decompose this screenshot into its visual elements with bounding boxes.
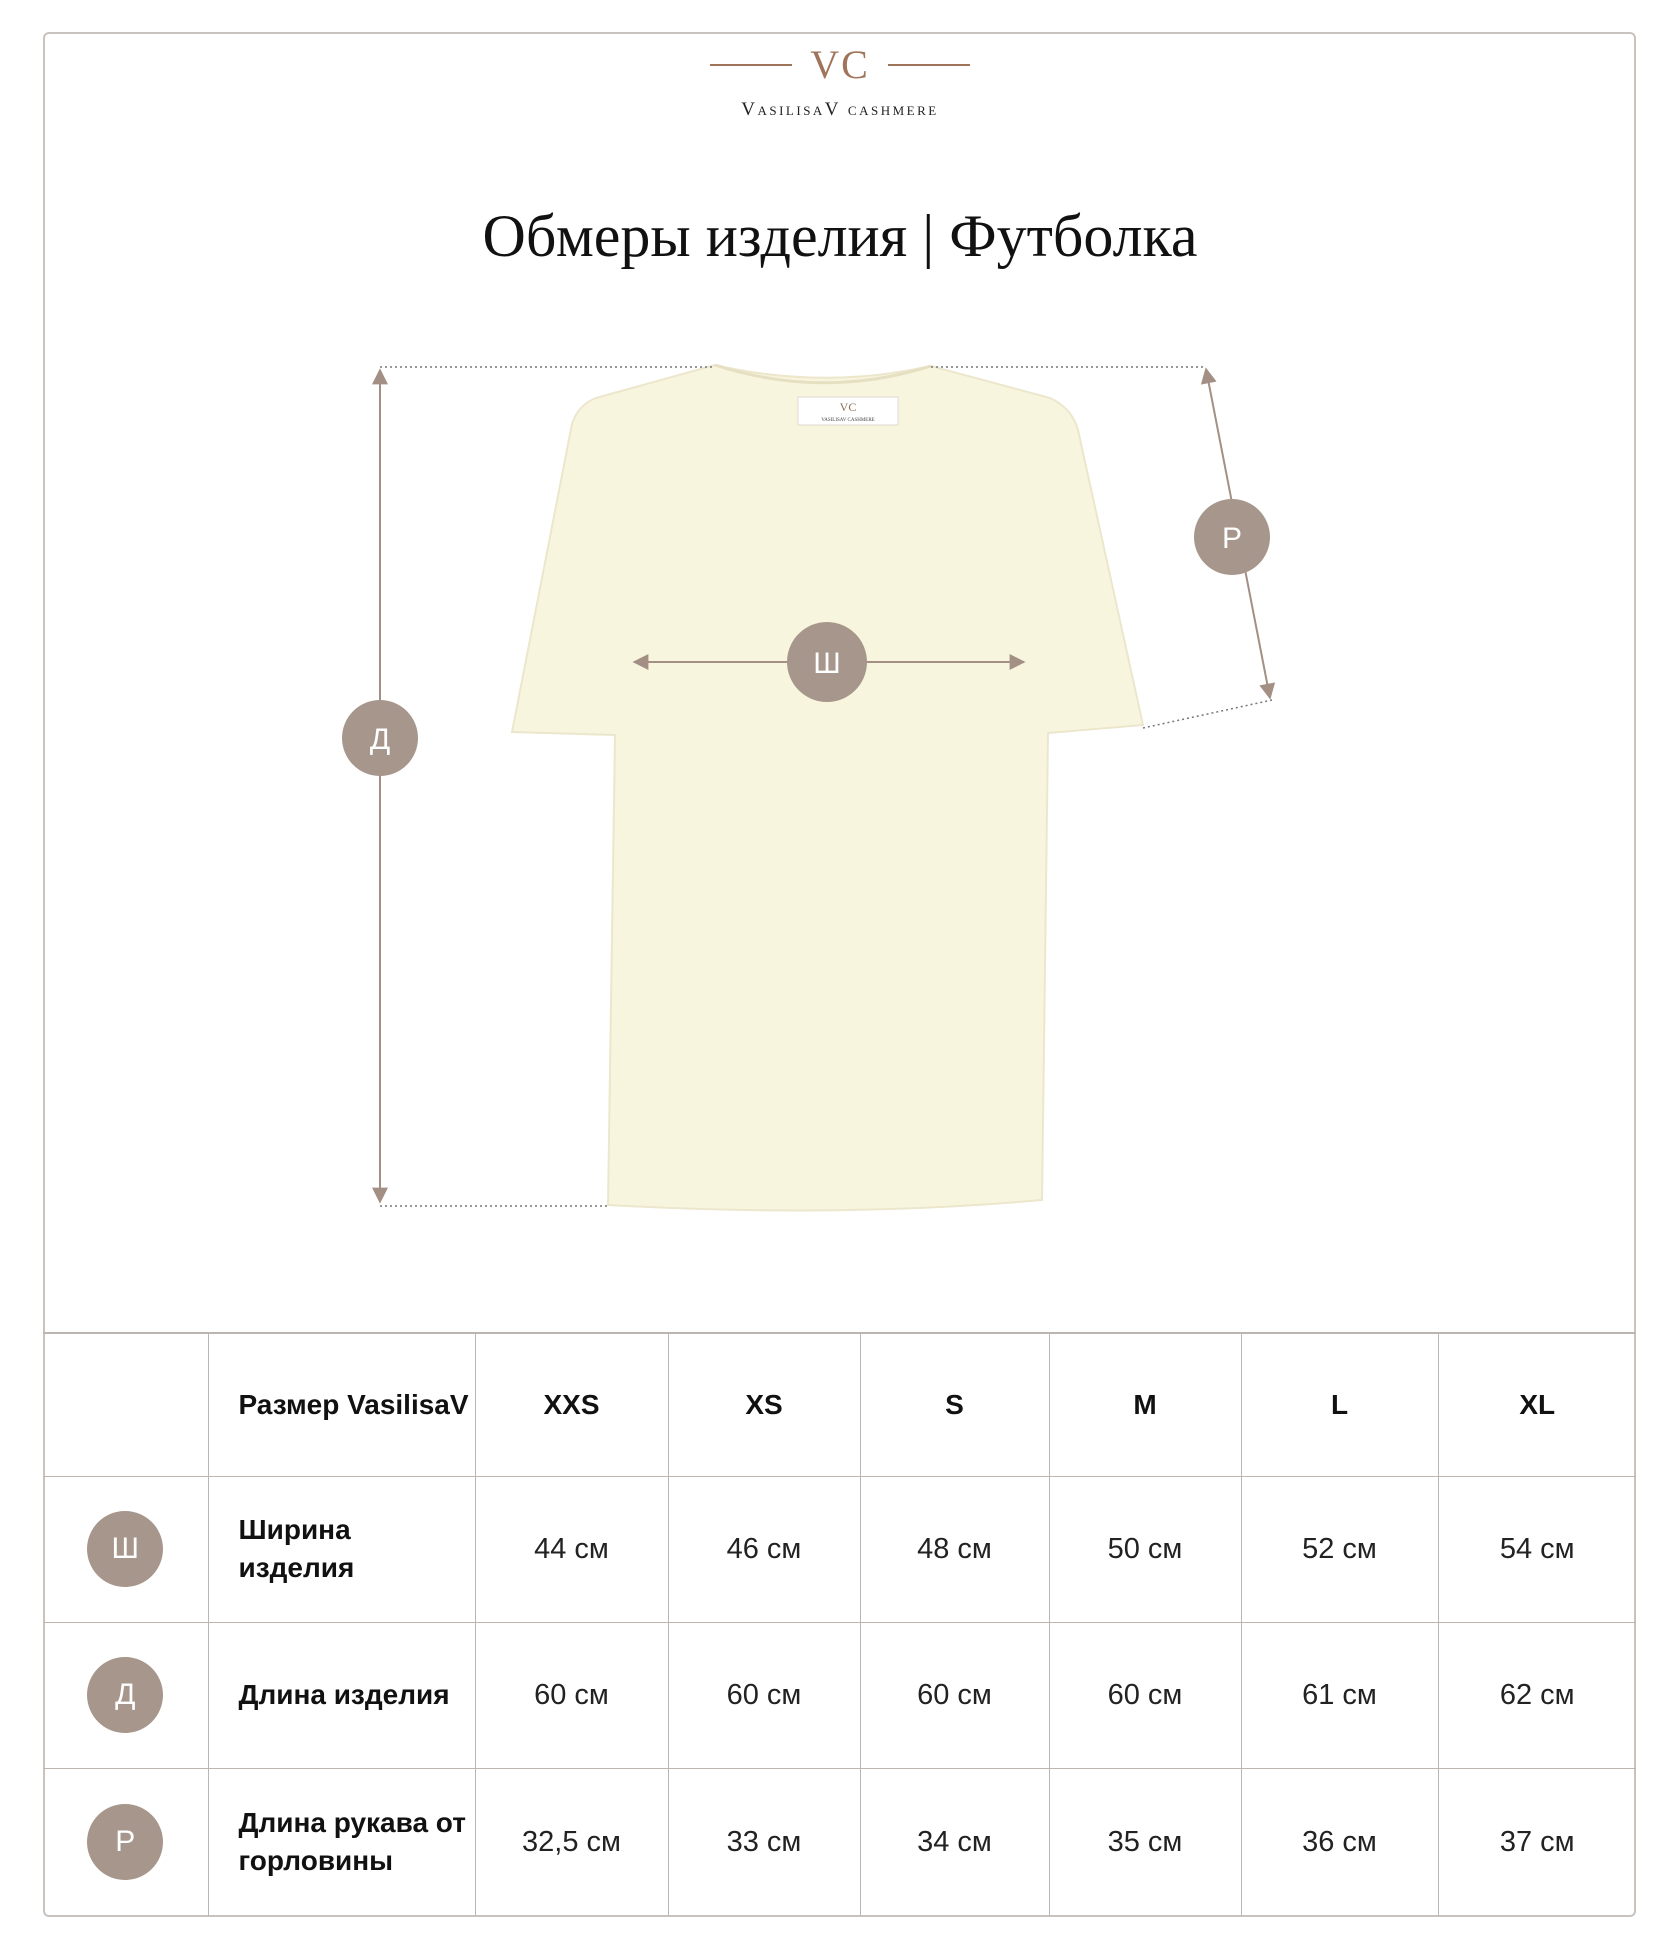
table-cell: 46 см	[668, 1476, 860, 1622]
page-title: Обмеры изделия | Футболка	[482, 203, 1198, 269]
logo-line-left	[710, 64, 792, 66]
logo-monogram: VC	[810, 42, 870, 87]
row-label-width: Ширина изделия	[208, 1476, 475, 1622]
brand-logo	[0, 42, 1680, 121]
table-cell: 60 см	[860, 1622, 1049, 1768]
size-l: L	[1241, 1333, 1438, 1476]
sleeve-badge: Р	[87, 1804, 163, 1880]
row-badge-cell	[43, 1768, 208, 1916]
sleeve-guide-bottom	[1143, 700, 1272, 728]
row-label-sleeve: Длина рукава от горловины	[208, 1768, 475, 1916]
marker-sleeve	[1194, 499, 1270, 575]
tag-monogram: VC	[839, 400, 857, 414]
size-xxs: XXS	[475, 1333, 668, 1476]
svg-text:Ш: Ш	[813, 647, 841, 680]
length-badge: Д	[87, 1657, 163, 1733]
table-cell: 48 см	[860, 1476, 1049, 1622]
table-row	[43, 1622, 1636, 1768]
table-row	[43, 1476, 1636, 1622]
table-cell: 52 см	[1241, 1476, 1438, 1622]
table-row	[43, 1768, 1636, 1916]
table-header-row	[43, 1333, 1636, 1476]
row-badge-cell	[43, 1622, 208, 1768]
size-table	[43, 1332, 1636, 1916]
marker-width	[787, 622, 867, 702]
svg-text:Д: Д	[369, 723, 391, 756]
table-cell: 50 см	[1049, 1476, 1241, 1622]
size-xl: XL	[1438, 1333, 1636, 1476]
svg-text:Р: Р	[1221, 522, 1243, 555]
garment-tag	[798, 397, 898, 425]
table-cell: 61 см	[1241, 1622, 1438, 1768]
marker-length	[342, 700, 418, 776]
row-label-length: Длина изделия	[208, 1622, 475, 1768]
logo-wordmark: VasilisaV cashmere	[741, 99, 939, 120]
table-cell: 60 см	[668, 1622, 860, 1768]
size-s: S	[860, 1333, 1049, 1476]
size-m: M	[1049, 1333, 1241, 1476]
header-empty-cell	[43, 1333, 208, 1476]
table-cell: 62 см	[1438, 1622, 1636, 1768]
size-xs: XS	[668, 1333, 860, 1476]
logo-line-right	[888, 64, 970, 66]
table-cell: 34 см	[860, 1768, 1049, 1916]
table-cell: 60 см	[1049, 1622, 1241, 1768]
table-cell: 37 см	[1438, 1768, 1636, 1916]
table-cell: 60 см	[475, 1622, 668, 1768]
row-badge-cell	[43, 1476, 208, 1622]
table-cell: 35 см	[1049, 1768, 1241, 1916]
table-cell: 32,5 см	[475, 1768, 668, 1916]
table-cell: 36 см	[1241, 1768, 1438, 1916]
tshirt-shape	[512, 365, 1143, 1210]
tshirt-measure-diagram	[0, 300, 1680, 1230]
table-cell: 54 см	[1438, 1476, 1636, 1622]
tag-text: VASILISAV CASHMERE	[821, 418, 875, 423]
header-size-label: Размер VasilisaV	[208, 1333, 475, 1476]
table-cell: 33 см	[668, 1768, 860, 1916]
width-badge: Ш	[87, 1511, 163, 1587]
table-cell: 44 см	[475, 1476, 668, 1622]
